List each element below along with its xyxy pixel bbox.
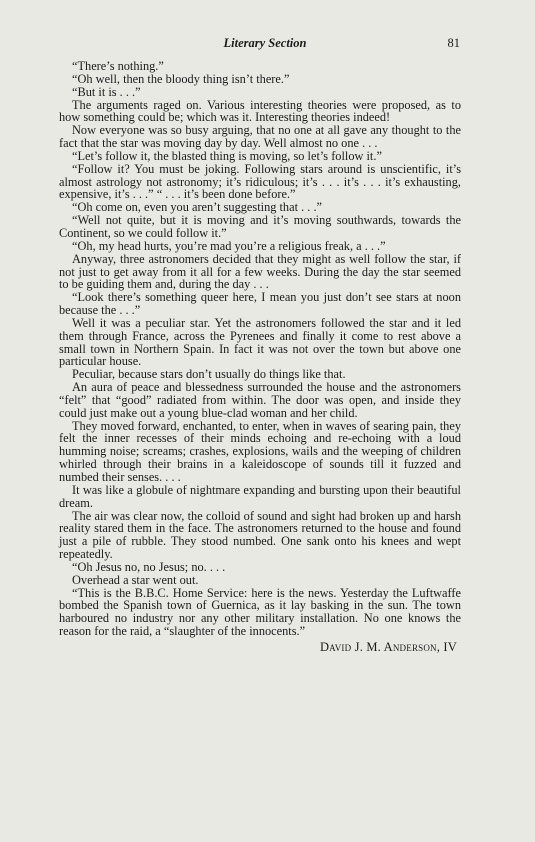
- paragraph: “Let’s follow it, the blasted thing is moving, so let’s follow it.”: [72, 148, 382, 163]
- paragraph: The arguments raged on. Various interesting theories were proposed, as to how something could be; which was it. Interesting theories indeed!: [59, 97, 461, 125]
- paragraph: “Oh come on, even you aren’t suggesting that . . .”: [72, 200, 323, 215]
- paragraph: Overhead a star went out.: [72, 572, 199, 587]
- paragraph: “Oh, my head hurts, you’re mad you’re a religious freak, a . . .”: [72, 238, 386, 253]
- paragraph: It was like a globule of nightmare expanding and bursting upon their beautiful dream.: [59, 482, 461, 510]
- paragraph: An aura of peace and blessedness surrounded the house and the astronomers “felt” that “good” radiated from within. The door was open, and inside they could just make out a young blue-clad woman and her child.: [59, 380, 461, 420]
- page-number: 81: [447, 36, 460, 50]
- page-header: [70, 36, 460, 52]
- paragraph: Now everyone was so busy arguing, that no one at all gave any thought to the fact that the star was moving day by day. Well almost no one . . .: [59, 123, 461, 151]
- paragraph: “Follow it? You must be joking. Following stars around is unscientific, it’s almost astrology not astronomy; it’s ridiculous; it’s . . . it’s . . . it’s exhausting, expensive, it’s . . .” “ . . . it’s been done before.”: [59, 161, 461, 202]
- paragraph: Well it was a peculiar star. Yet the astronomers followed the star and it led them through France, across the Pyrenees and finally it come to rest above a small town in Northern Spain. In fact it was not over the town but above one particular house.: [59, 315, 461, 369]
- paragraph: Anyway, three astronomers decided that they might as well follow the star, if not just to get away from it all for a few weeks. During the day the star seemed to be guiding them and, during the day . . .: [59, 251, 461, 292]
- paragraph: “Well not quite, but it is moving and it’s moving southwards, towards the Continent, so we could follow it.”: [59, 213, 461, 240]
- paragraph: The air was clear now, the colloid of sound and sight had broken up and harsh reality stared them in the face. The astronomers returned to the house and found just a pile of rubble. They stood numbed. One sank onto his knees and wept repeatedly.: [59, 508, 461, 562]
- paragraph: They moved forward, enchanted, to enter, when in waves of searing pain, they felt the inner recesses of their minds echoing and re-echoing with a loud humming noise; screams; crashes, explosions, wails and the weeping of children whirled through their brains in a kaleidoscope of sounds till it fuzzed and numbed their senses. . . .: [59, 418, 461, 484]
- paragraph: “There’s nothing.”: [72, 59, 164, 73]
- paragraph: “Oh well, then the bloody thing isn’t there.”: [72, 71, 290, 86]
- paragraph: “Look there’s something queer here, I mean you just don’t see stars at noon because the . . .”: [59, 290, 461, 318]
- paragraph: “Oh Jesus no, no Jesus; no. . . .: [72, 559, 226, 574]
- author-signature: David J. M. Anderson, IV: [319, 639, 457, 654]
- section-title: Literary Section: [223, 36, 307, 50]
- story-body: [59, 60, 461, 654]
- paragraph: “But it is . . .”: [72, 84, 141, 99]
- paragraph: Peculiar, because stars don’t usually do things like that.: [72, 367, 346, 382]
- paragraph: “This is the B.B.C. Home Service: here is the news. Yesterday the Luftwaffe bombed the Spanish town of Guernica, as it lay basking in the sun. The town harboured no industry nor any other military installation. No one knows the reason for the raid, a “slaughter of the innocents.”: [59, 585, 461, 639]
